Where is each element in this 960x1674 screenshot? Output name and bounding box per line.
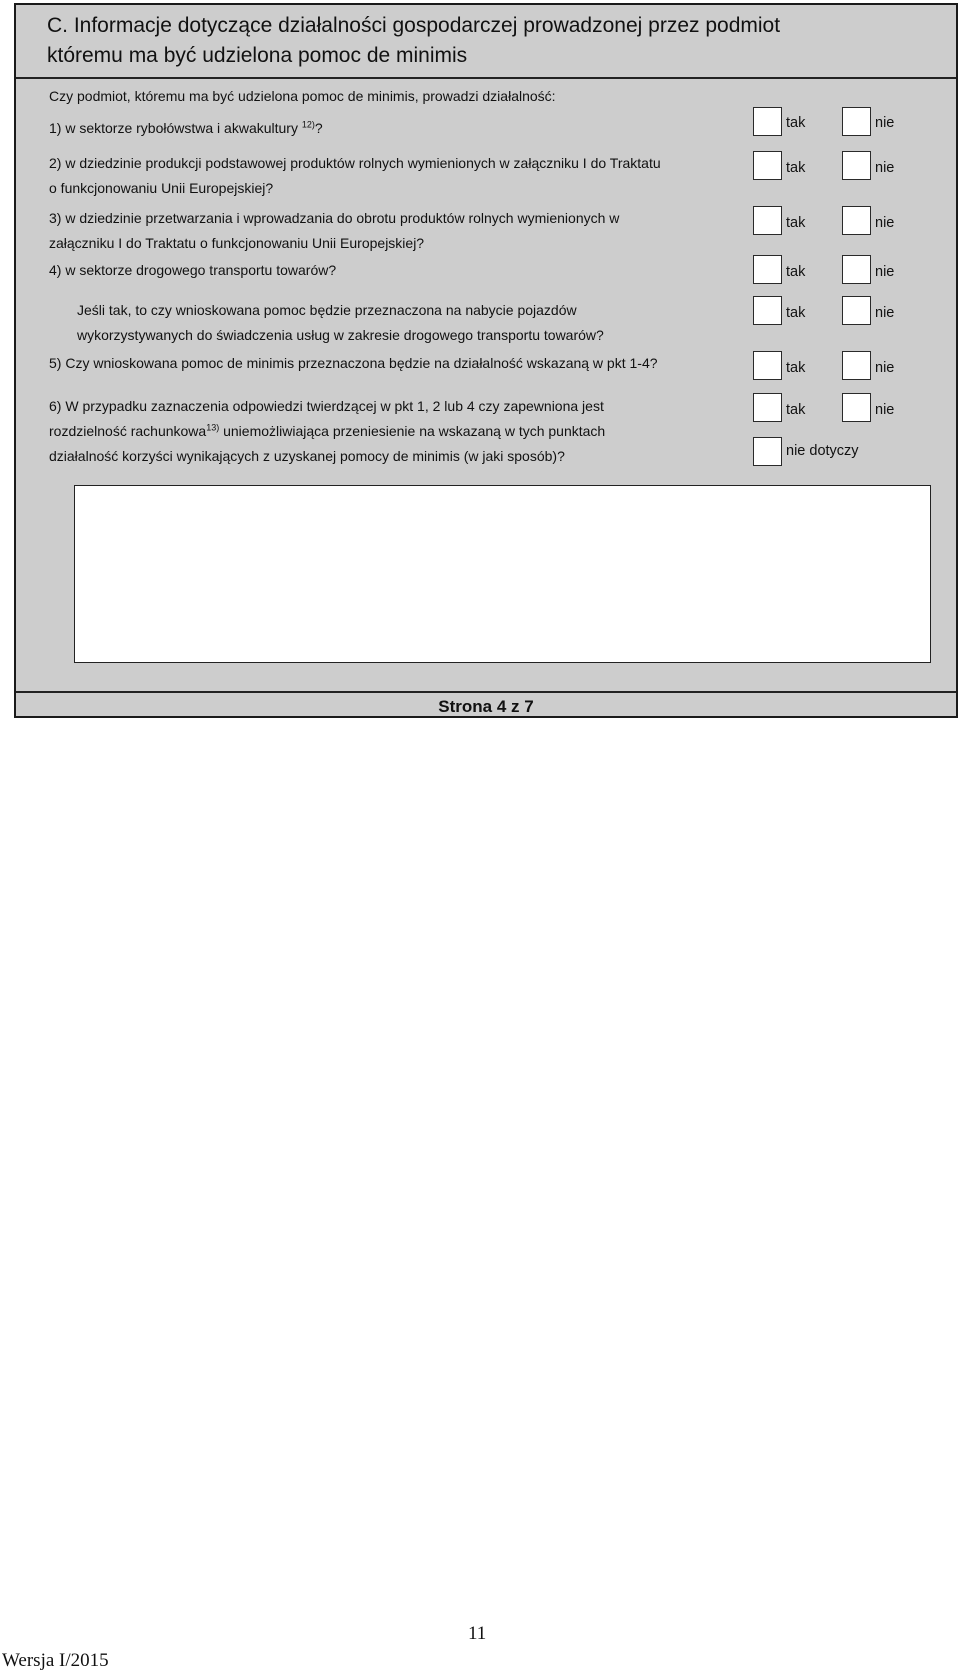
footnote-12: 12) bbox=[301, 119, 315, 130]
question-3 bbox=[49, 206, 619, 256]
question-4: 4) w sektorze drogowego transportu towarów? bbox=[49, 262, 337, 278]
question-5: 5) Czy wnioskowana pomoc de minimis przeznaczona będzie na działalność wskazaną w pkt 1-4? bbox=[49, 355, 658, 371]
q3-no-label: nie bbox=[875, 215, 895, 231]
section-title bbox=[47, 11, 927, 71]
footnote-13: 13) bbox=[206, 422, 220, 433]
question-6 bbox=[49, 394, 605, 469]
question-1-text: 1) w sektorze rybołówstwa i akwakultury bbox=[49, 120, 298, 136]
section-c-panel bbox=[14, 3, 958, 718]
page-label: Strona 4 z 7 bbox=[438, 697, 534, 716]
version-label: Wersja I/2015 bbox=[2, 1650, 109, 1671]
question-2 bbox=[49, 151, 661, 201]
question-1 bbox=[49, 116, 323, 141]
q6-no-checkbox[interactable] bbox=[842, 393, 871, 422]
q4a-no-checkbox[interactable] bbox=[842, 296, 871, 325]
q4-yes-label: tak bbox=[786, 264, 806, 280]
page-number: 11 bbox=[468, 1623, 487, 1644]
intro-question: Czy podmiot, któremu ma być udzielona pomoc de minimis, prowadzi działalność: bbox=[49, 88, 556, 104]
q4a-yes-checkbox[interactable] bbox=[753, 296, 782, 325]
q5-yes-checkbox[interactable] bbox=[753, 351, 782, 380]
q5-no-checkbox[interactable] bbox=[842, 351, 871, 380]
q4-no-label: nie bbox=[875, 264, 895, 280]
section-title-line-2: któremu ma być udzielona pomoc de minimis bbox=[47, 44, 468, 67]
question-4a-line-2: wykorzystywanych do świadczenia usług w zakresie drogowego transportu towarów? bbox=[77, 327, 604, 343]
q2-no-checkbox[interactable] bbox=[842, 151, 871, 180]
question-6-line-2 bbox=[49, 419, 605, 444]
q4-yes-checkbox[interactable] bbox=[753, 255, 782, 284]
q6-not-applicable-checkbox[interactable] bbox=[753, 437, 782, 466]
question-6-line-2-start: rozdzielność rachunkowa bbox=[49, 423, 207, 439]
q6-no-label: nie bbox=[875, 402, 895, 418]
footer-divider bbox=[16, 691, 956, 693]
q1-yes-label: tak bbox=[786, 115, 806, 131]
question-4a-line-1: Jeśli tak, to czy wnioskowana pomoc będzie przeznaczona na nabycie pojazdów bbox=[77, 302, 577, 318]
q6-yes-checkbox[interactable] bbox=[753, 393, 782, 422]
q3-yes-checkbox[interactable] bbox=[753, 206, 782, 235]
question-6-line-2-end: uniemożliwiająca przeniesienie na wskazaną w tych punktach bbox=[219, 423, 606, 439]
q5-yes-label: tak bbox=[786, 360, 806, 376]
q1-yes-checkbox[interactable] bbox=[753, 107, 782, 136]
q2-yes-checkbox[interactable] bbox=[753, 151, 782, 180]
question-6-line-1: 6) W przypadku zaznaczenia odpowiedzi twierdzącej w pkt 1, 2 lub 4 czy zapewniona jest bbox=[49, 398, 604, 414]
q5-no-label: nie bbox=[875, 360, 895, 376]
question-4a bbox=[77, 298, 604, 348]
q1-no-checkbox[interactable] bbox=[842, 107, 871, 136]
question-2-line-2: o funkcjonowaniu Unii Europejskiej? bbox=[49, 180, 274, 196]
q2-no-label: nie bbox=[875, 160, 895, 176]
q6-not-applicable-label: nie dotyczy bbox=[786, 443, 859, 459]
q4-no-checkbox[interactable] bbox=[842, 255, 871, 284]
section-title-line-1: C. Informacje dotyczące działalności gospodarczej prowadzonej przez podmiot bbox=[47, 14, 781, 37]
explanation-textarea[interactable] bbox=[74, 485, 931, 663]
question-1-suffix: ? bbox=[314, 120, 323, 136]
q4a-no-label: nie bbox=[875, 305, 895, 321]
q4a-yes-label: tak bbox=[786, 305, 806, 321]
title-divider bbox=[16, 77, 956, 79]
q6-yes-label: tak bbox=[786, 402, 806, 418]
question-3-line-1: 3) w dziedzinie przetwarzania i wprowadzania do obrotu produktów rolnych wymienionych w bbox=[49, 210, 620, 226]
q3-yes-label: tak bbox=[786, 215, 806, 231]
question-3-line-2: załączniku I do Traktatu o funkcjonowaniu Unii Europejskiej? bbox=[49, 235, 425, 251]
question-6-line-3: działalność korzyści wynikających z uzyskanej pomocy de minimis (w jaki sposób)? bbox=[49, 448, 565, 464]
q1-no-label: nie bbox=[875, 115, 895, 131]
q3-no-checkbox[interactable] bbox=[842, 206, 871, 235]
question-2-line-1: 2) w dziedzinie produkcji podstawowej produktów rolnych wymienionych w załączniku I do Traktatu bbox=[49, 155, 661, 171]
q2-yes-label: tak bbox=[786, 160, 806, 176]
